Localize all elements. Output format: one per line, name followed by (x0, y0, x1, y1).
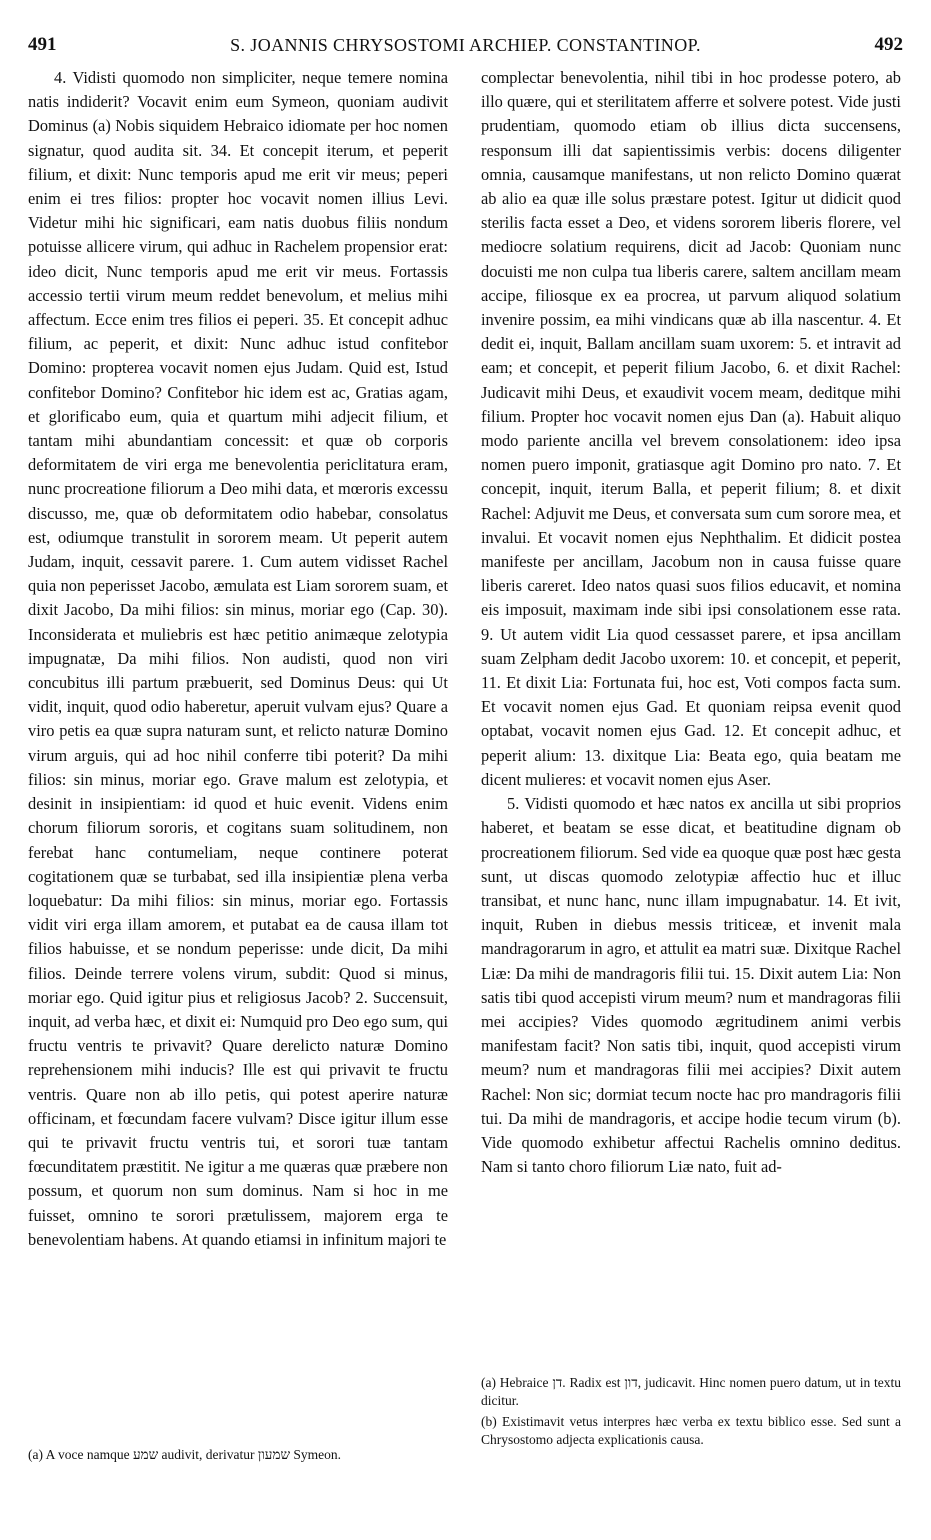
right-paragraph-1: complectar benevolentia, nihil tibi in hoc prodesse potero, ab illo quære, qui et sterilitatem afferre et solvere potest. Vide justi prudentiam, quomodo etiam ob illius dicta succensens, responsum illi dat sapientissimis verbis: docens diligenter omnia, causamque manifestans, ut non relicto Domino quærat ab alio ea quæ ille solus præstare potest. Igitur ut didicit quod sterilis facta esset a Deo, et videns sororem liberis florere, vel mediocre solatium requirens, dicit ad Jacob: Quoniam nunc docuisti me non culpa tua liberis carere, saltem ancillam meam accipe, filiosque ex ea procrea, ut parvum aliquod solatium invenire possim, ea mihi vindicans quæ ab illa nascentur. 4. Et dedit ei, inquit, Ballam ancillam suam uxorem: 5. et intravit ad eam; et concepit, et peperit filium Jacobo, 6. et dixit Rachel: Judicavit mihi Deus, et exaudivit vocem meam, deditque mihi filium. Propter hoc vocavit nomen ejus Dan (a). Habuit aliquo modo pariente ancilla vel brevem consolationem: ideo ipsa nomen puero imponit, gratiasque agit Domino pro nato. 7. Et concepit, inquit, iterum Balla, et peperit filium; 8. et dixit Rachel: Adjuvit me Deus, et conversata sum cum sorore mea, et invalui. Et vocavit nomen ejus Nephthalim. Et didicit postea manifeste per ancillam, Jacobum non in causa fuisse quare liberis careret. Ideo natos quasi suos filios educavit, et nomina eis imposuit, maximam inde sibi ipsi consolationem esse rata. 9. Ut autem vidit Lia quod cessasset parere, et ipsa ancillam suam Zelpham dedit Jacobo uxorem: 10. et concepit, et peperit, 11. Et dixit Lia: Fortunata fui, hoc est, Voti compos facta sum. Et vocavit nomen ejus Gad. Et quoniam reipsa evenit quod optabat, vocavit nomen ejus Gad. 12. Et concepit adhuc, et peperit alium: 13. dixitque Lia: Beata ego, quia beatam me dicent mulieres: et vocavit nomen ejus Aser. (481, 68, 901, 789)
footnote-left (28, 1446, 448, 1464)
footnote-left-a: (a) A voce namque שמע audivit, derivatur שמעון Symeon. (28, 1447, 342, 1462)
footnote-right-a: (a) Hebraice דן. Radix est דון, judicavit. Hinc nomen puero datum, ut in textu dicitur. (481, 1375, 901, 1408)
right-paragraph-2: 5. Vidisti quomodo et hæc natos ex ancilla ut sibi proprios haberet, et beatam se esse dicat, et beatitudine dignam ob procreationem filiorum. Sed vide ea quoque quæ post hæc gesta sunt, ut discas quomodo zelotypiæ affectio huc et illuc transibat, et nunc hanc, nunc illam impugnabatur. 14. Et ivit, inquit, Ruben in diebus messis triticeæ, et invenit mala mandragorarum in agro, et attulit ea matri suæ. Dixitque Rachel Liæ: Da mihi de mandragoris filii tui. 15. Dixit autem Lia: Non satis tibi quod accepisti virum meum? num et mandragoras filii mei accipies? Vides quomodo ægritudinem animi verbis manifestam facit? Non satis tibi, inquit, quod accepisti virum meum? num et mandragoras filii mei accipies? Dixit autem Rachel: Non sic; dormiat tecum nocte hac pro mandragoris filii tui. Da mihi de mandragoris, et accipe hodie tecum virum (b). Vide quomodo exhibetur affectui Rachelis omnino deditus. Nam si tanto choro filiorum Liæ nato, fuit ad- (481, 794, 901, 1177)
page-number-left: 491 (28, 34, 57, 55)
left-column (28, 66, 448, 1421)
page-header (28, 30, 903, 60)
footnote-right-b: (b) Existimavit vetus interpres hæc verba ex textu biblico esse. Sed sunt a Chrysostomo adjecta explicationis causa. (481, 1414, 901, 1447)
left-paragraph-1: 4. Vidisti quomodo non simpliciter, neque temere nomina natis indiderit? Vocavit enim eum Symeon, quoniam audivit Dominus (a) Nobis siquidem Hebraico idiomate per hoc nomen signatur, quod audita sit. 34. Et concepit iterum, et peperit filium, et dixit: Nunc temporis apud me erit vir meus; peperi enim ei tres filios: propter hoc vocavit nomen illius Levi. Videtur mihi hic significari, eam natis duobus filiis nondum potuisse allicere virum, qui adhuc in Rachelem propensior erat: ideo dicit, Nunc temporis apud me erit vir meus. Fortassis accessio tertii virum meum reddet benevolum, et melius mihi affectum. Ecce enim tres filios ei peperi. 35. Et concepit adhuc filium, ac peperit, et dixit: Nunc adhuc istud confitebor Domino: propterea vocavit nomen ejus Judam. Quid est, Istud confitebor Domino? Confitebor hic idem est ac, Gratias agam, et glorificabo eum, quia et quartum mihi adjecit filium, et tantam mihi abundantiam concessit: et quæ ob corporis deformitatem de viri erga me benevolentia periclitatura eram, nunc procreatione filiorum a Deo mihi data, et mœroris excessu discusso, me, quæ ob deformitatem odio habebar, consolatus est, odiumque transtulit in sororem meam. Ut peperit autem Judam, inquit, cessavit parere. 1. Cum autem vidisset Rachel quia non peperisset Jacobo, æmulata est Liam sororem suam, et dixit Jacobo, Da mihi filios: sin minus, moriar ego (Cap. 30). Inconsiderata et muliebris est hæc petitio animæque zelotypia impugnatæ, Da mihi filios. Non audisti, quod non viri concubitus illi partum præbuerit, sed Dominus Deus: qui Ut vidit, inquit, quod odio haberetur, aperuit vulvam ejus? Quare a viro petis ea quæ supra naturam sunt, et relicto naturæ Domino virum arguis, qui ad hoc nihil conferre tibi poterit? Da mihi filios: sin minus, moriar ego. Grave malum est zelotypia, et desinit in insipientiam: id quod et huic evenit. Videns enim chorum filiorum sororis, et cogitans suam solitudinem, non ferebat hanc contumeliam, neque continere poterat cogitationem quæ se turbabat, sed illa insipientiæ plena verba loquebatur: Da mihi filios: sin minus, moriar ego. Fortassis vidit viri erga illam amorem, et putabat ea de causa illam tot filios habuisse, et se nondum peperisse: unde dicit, Da mihi filios. Deinde terrere volens virum, subdit: Quod si minus, moriar ego. Quid igitur pius et religiosus Jacob? 2. Succensuit, inquit, ad verba hæc, et dixit ei: Numquid pro Deo ego sum, qui fructu ventris te privavit? Quare derelicto naturæ Domino reprehensionem mihi inducis? Ille est qui privavit te fructu ventris. Quare non ab illo petis, qui potest aperire naturæ officinam, et fœcundam facere vulvam? Disce igitur illum esse qui te privavit fructu ventris tui, et sorori tuæ tantam fœcunditatem præstitit. Ne igitur a me quæras quæ præbere non possum, et quorum non sum dominus. Nam si hoc in me fuisset, omnino te sorori prætulissem, majorem erga te benevolentiam habens. At quando etiamsi in infinitum majori te (28, 68, 448, 1249)
page-number-right: 492 (874, 34, 903, 55)
right-column (481, 66, 901, 1326)
running-head: S. JOANNIS CHRYSOSTOMI ARCHIEP. CONSTANTINOP. (230, 35, 701, 55)
footnotes-right (481, 1374, 901, 1452)
